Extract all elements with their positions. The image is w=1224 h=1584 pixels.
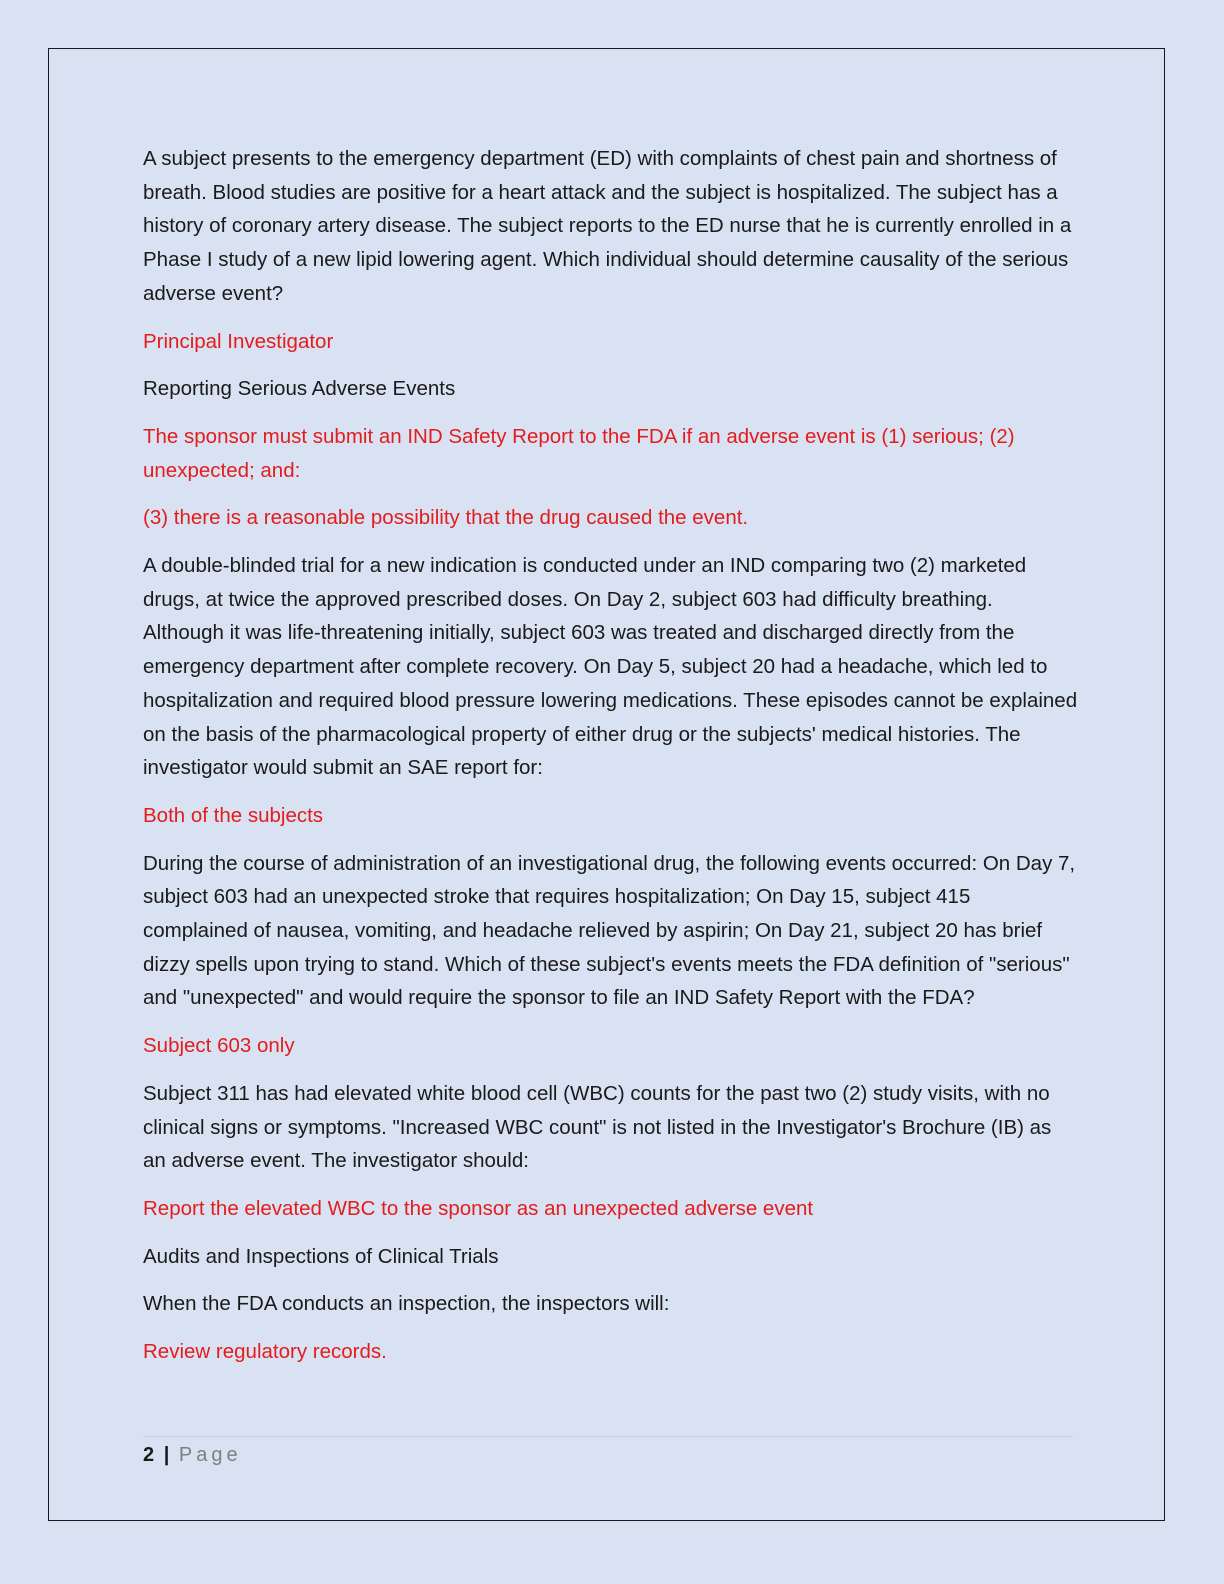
answer-paragraph: Principal Investigator — [143, 329, 334, 353]
answer-paragraph: (3) there is a reasonable possibility that the drug caused the event. — [143, 506, 749, 530]
section-heading: Reporting Serious Adverse Events — [143, 377, 456, 401]
section-heading: Audits and Inspections of Clinical Trials — [143, 1244, 499, 1268]
page-footer — [143, 1436, 1073, 1469]
question-paragraph: A double-blinded trial for a new indication is conducted under an IND comparing two (2) marketed drugs, at twice the approved prescribed doses. On Day 2, subject 603 had difficulty breathing. Although it was life-threatening initially, subject 603 was treated and discharged directly from the emergency department after complete recovery. On Day 5, subject 20 had a headache, which led to hospitalization and required blood pressure lowering medications. These episodes cannot be explained on the basis of the pharmacological property of either drug or the subjects' medical histories. The investigator would submit an SAE report for: — [143, 554, 1078, 780]
question-paragraph: Subject 311 has had elevated white blood cell (WBC) counts for the past two (2) study visits, with no clinical signs or symptoms. "Increased WBC count" is not listed in the Investigator's Brochure (IB) as an adverse event. The investigator should: — [143, 1081, 1052, 1173]
page-label: Page — [178, 1444, 242, 1466]
answer-paragraph: Review regulatory records. — [143, 1340, 387, 1364]
answer-paragraph: The sponsor must submit an IND Safety Report to the FDA if an adverse event is (1) serious; (2) unexpected; and: — [143, 424, 1015, 482]
footer-separator: | — [163, 1444, 170, 1466]
answer-paragraph: Report the elevated WBC to the sponsor as an unexpected adverse event — [143, 1196, 814, 1220]
page-number: 2 — [143, 1444, 155, 1466]
document-body — [143, 142, 1078, 1383]
question-paragraph: A subject presents to the emergency department (ED) with complaints of chest pain and shortness of breath. Blood studies are positive for a heart attack and the subject is hospitalized. The subject has a history of coronary artery disease. The subject reports to the ED nurse that he is currently enrolled in a Phase I study of a new lipid lowering agent. Which individual should determine causality of the serious adverse event? — [143, 147, 1072, 305]
answer-paragraph: Both of the subjects — [143, 803, 324, 827]
question-paragraph: During the course of administration of an investigational drug, the following events occurred: On Day 7, subject 603 had an unexpected stroke that requires hospitalization; On Day 15, subject 415 complained of nausea, vomiting, and headache relieved by aspirin; On Day 21, subject 20 has brief dizzy spells upon trying to stand. Which of these subject's events meets the FDA definition of "serious" and "unexpected" and would require the sponsor to file an IND Safety Report with the FDA? — [143, 851, 1076, 1010]
answer-paragraph: Subject 603 only — [143, 1034, 295, 1058]
question-paragraph: When the FDA conducts an inspection, the inspectors will: — [143, 1292, 670, 1316]
